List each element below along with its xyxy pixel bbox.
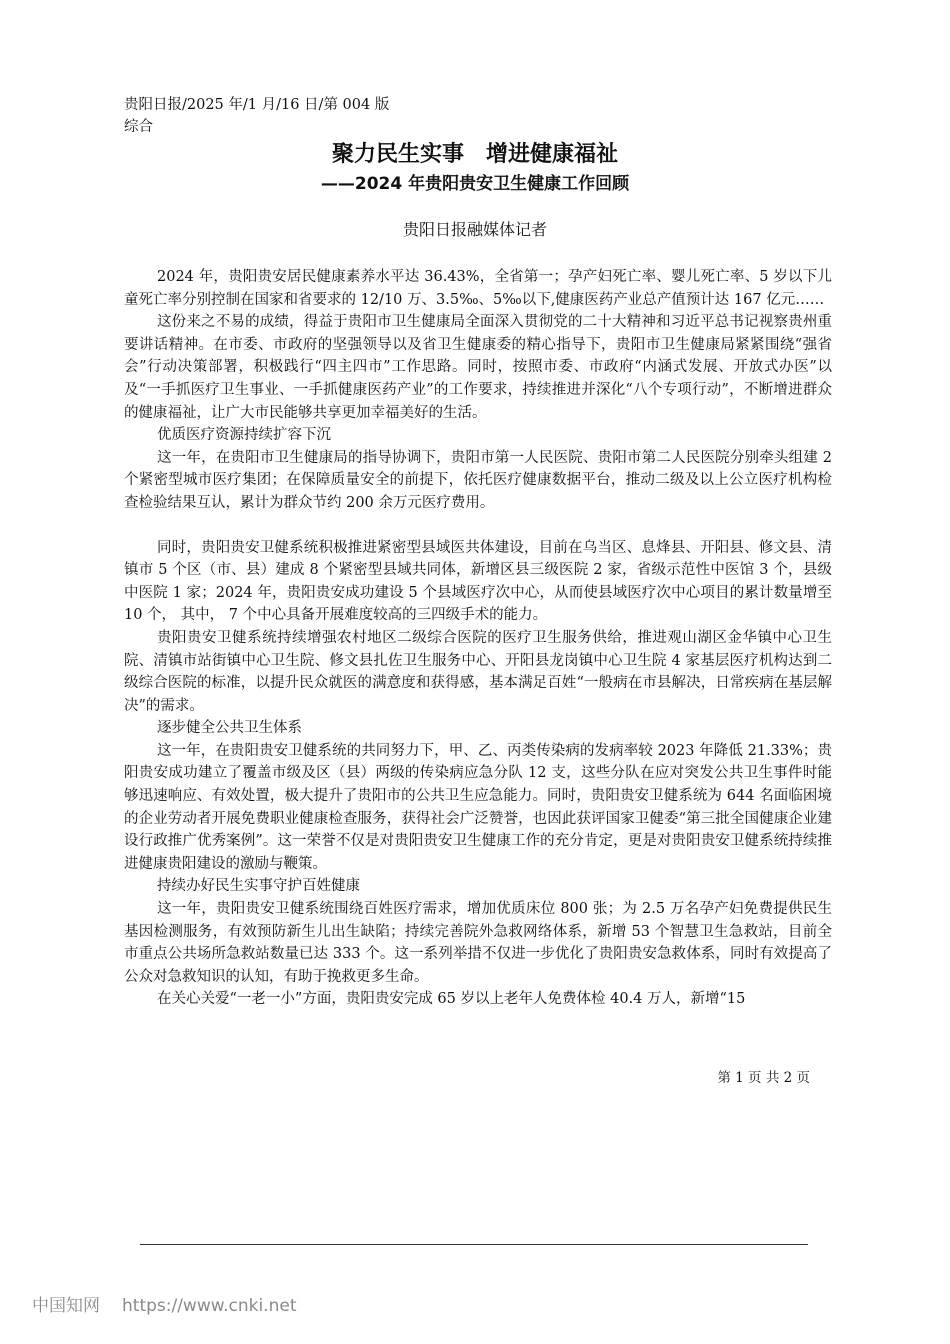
paragraph: 同时，贵阳贵安卫健系统积极推进紧密型县域医共体建设，目前在乌当区、息烽县、开阳县、修文县、清镇市 5 个区（市、县）建成 8 个紧密型县域共同体，新增区县三级医院 2 家，省级示范性中医馆 3 个，县级中医院 1 家；2024 年，贵阳贵安成功建设 5 个县域医疗次中心，从而使县域医疗次中心项目的累计数量增至 10 个， 其中， 7 个中心具备开展难度较高的三四级手术的能力。 bbox=[124, 539, 832, 624]
section-heading: 逐步健全公共卫生体系 bbox=[157, 720, 302, 737]
paragraph: 这一年，贵阳贵安卫健系统围绕百姓医疗需求，增加优质床位 800 张；为 2.5 万名孕产妇免费提供民生基因检测服务，有效预防新生儿出生缺陷；持续完善院外急救网络体系，新增 53 个智慧卫生急救站，目前全市重点公共场所急救站数量已达 333 个。这一系列举措不仅进一步优化了贵阳贵安急救体系，同时有效提高了公众对急救知识的认知，有助于挽救更多生命。 bbox=[124, 901, 832, 985]
paragraph: 这一年，在贵阳贵安卫健系统的共同努力下，甲、乙、丙类传染病的发病率较 2023 年降低 21.33%；贵阳贵安成功建立了覆盖市级及区（县）两级的传染病应急分队 12 支，这些分队在应对突发公共卫生事件时能够迅速响应、有效处置，极大提升了贵阳市的公共卫生应急能力。同时，贵阳贵安卫健系统为 644 名面临困境的企业劳动者开展免费职业健康检查服务，获得社会广泛赞誉，也因此获评国家卫健委“第三批全国健康企业建设行政推广优秀案例”。这一荣誉不仅是对贵阳贵安卫生健康工作的充分肯定，更是对贵阳贵安卫健系统持续推进健康贵阳建设的激励与鞭策。 bbox=[124, 742, 832, 872]
paragraph: 2024 年，贵阳贵安居民健康素养水平达 36.43%，全省第一；孕产妇死亡率、婴儿死亡率、5 岁以下儿童死亡率分别控制在国家和省要求的 12/10 万、3.5‰、5‰以下,健康医药产业总产值预计达 167 亿元…… bbox=[124, 269, 832, 308]
source-line: 贵阳日报/2025 年/1 月/16 日/第 004 版综合 bbox=[124, 97, 390, 135]
article-body bbox=[124, 266, 832, 1011]
article-author: 贵阳日报融媒体记者 bbox=[402, 220, 547, 239]
page-number: 第 1 页 共 2 页 bbox=[717, 1070, 810, 1086]
section-heading: 优质医疗资源持续扩容下沉 bbox=[157, 427, 331, 444]
paragraph: 这份来之不易的成绩，得益于贵阳市卫生健康局全面深入贯彻党的二十大精神和习近平总书记视察贵州重要讲话精神。在市委、市政府的坚强领导以及省卫生健康委的精心指导下，贵阳市卫生健康局紧紧围绕“强省会”行动决策部署，积极践行“四主四市”工作思路。同时，按照市委、市政府“内涵式发展、开放式办医”以及“一手抓医疗卫生事业、一手抓健康医药产业”的工作要求，持续推进并深化“八个专项行动”，不断增进群众的健康福祉，让广大市民能够共享更加幸福美好的生活。 bbox=[124, 314, 832, 421]
article-title: 聚力民生实事 增进健康福祉 bbox=[331, 142, 618, 167]
paragraph: 贵阳贵安卫健系统持续增强农村地区二级综合医院的医疗卫生服务供给，推进观山湖区金华镇中心卫生院、清镇市站街镇中心卫生院、修文县扎佐卫生服务中心、开阳县龙岗镇中心卫生院 4 家基层医疗机构达到二级综合医院的标准，以提升民众就医的满意度和获得感，基本满足百姓“一般病在市县解决，日常疾病在基层解决”的需求。 bbox=[124, 629, 832, 714]
section-heading: 持续办好民生实事守护百姓健康 bbox=[157, 878, 360, 895]
paragraph: 在关心关爱“一老一小”方面，贵阳贵安完成 65 岁以上老年人免费体检 40.4 万人，新增“15 bbox=[157, 991, 746, 1008]
watermark-brand: 中国知网 bbox=[32, 1296, 100, 1316]
cnki-watermark bbox=[32, 1294, 296, 1318]
paragraph: 这一年，在贵阳市卫生健康局的指导协调下，贵阳市第一人民医院、贵阳市第二人民医院分别牵头组建 2 个紧密型城市医疗集团；在保障质量安全的前提下，依托医疗健康数据平台，推动二级及以上公立医疗机构检查检验结果互认，累计为群众节约 200 余万元医疗费用。 bbox=[124, 449, 832, 511]
watermark-url: https://www.cnki.net bbox=[122, 1296, 297, 1316]
footer-divider bbox=[140, 1244, 808, 1245]
article-subtitle: ——2024 年贵阳贵安卫生健康工作回顾 bbox=[320, 174, 630, 194]
